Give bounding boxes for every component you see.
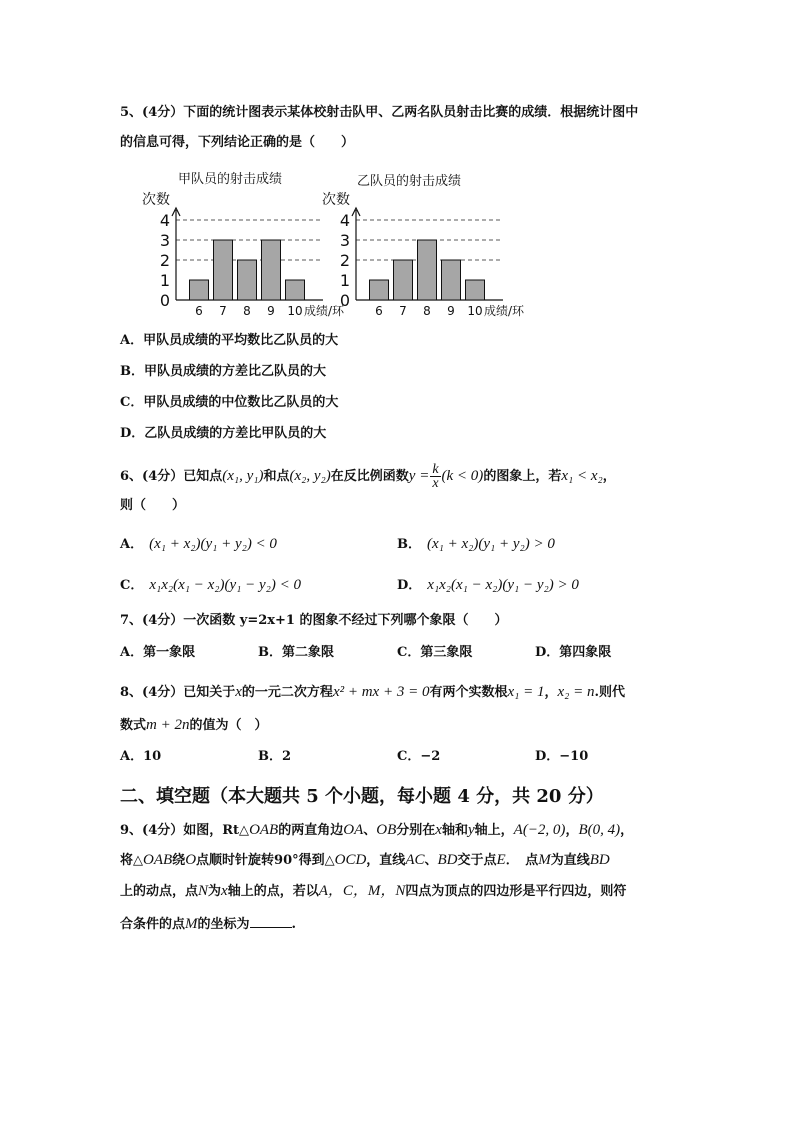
y-tick-label: 1 [159, 271, 170, 290]
x-tick-label: 8 [423, 304, 431, 318]
y-tick-label: 3 [339, 231, 350, 250]
y-tick-label: 3 [159, 231, 170, 250]
bar-6 [190, 280, 209, 300]
x-tick-label: 9 [447, 304, 455, 318]
q6-k-condition: (k < 0) [441, 468, 484, 484]
y-tick-label: 1 [339, 271, 350, 290]
q7-option-d: D．第四象限 [535, 645, 612, 660]
q5-stem-line2: 的信息可得，下列结论正确的是（ ） [120, 135, 355, 150]
q5-option-a: A．甲队员成绩的平均数比乙队员的大 [120, 333, 339, 348]
q8-root1: x₁ = 1 [507, 684, 545, 700]
y-tick-label: 0 [159, 291, 170, 310]
q9-line3: 上的动点，点N为x轴上的点，若以A，C，M，N四点为顶点的四边形是平行四边，则符 [120, 883, 627, 899]
y-tick-label: 4 [159, 211, 170, 230]
q6-inequality: x₁ < x₂ [561, 468, 603, 484]
q6-stem-line2: 则（ ） [120, 498, 186, 513]
q5-option-c: C．甲队员成绩的中位数比乙队员的大 [120, 395, 339, 410]
chart-yi [320, 185, 535, 320]
q7-option-a: A．第一象限 [120, 645, 196, 660]
chart-jia [140, 185, 345, 320]
q7-option-c: C．第三象限 [397, 645, 473, 660]
bar-6 [370, 280, 389, 300]
answer-blank[interactable] [250, 913, 292, 928]
bar-7 [394, 260, 413, 300]
x-tick-label: 7 [219, 304, 227, 318]
q6-option-a: A． (x₁ + x₂)(y₁ + y₂) < 0 [120, 536, 277, 552]
q9-line2: 将△OAB绕O点顺时针旋转90°得到△OCD，直线AC、BD交于点E． 点M为直线BD [120, 852, 610, 868]
section-heading-fill-in: 二、填空题（本大题共 5 个小题，每小题 4 分，共 20 分） [120, 786, 604, 807]
bar-10 [286, 280, 305, 300]
bar-10 [466, 280, 485, 300]
y-tick-label: 2 [159, 251, 170, 270]
q9-point-a: A(−2, 0) [513, 822, 566, 838]
x-axis-label: 成绩/环 [484, 304, 525, 318]
x-tick-label: 6 [195, 304, 203, 318]
x-axis-label: 成绩/环 [304, 304, 345, 318]
q8-option-d: D．−10 [535, 749, 589, 764]
y-axis-label: 次数 [322, 192, 350, 208]
q5-stem-line1: 5、(4分）下面的统计图表示某体校射击队甲、乙两名队员射击比赛的成绩．根据统计图中 [120, 105, 639, 120]
chart1-title: 甲队员的射击成绩 [178, 172, 283, 187]
bar-8 [238, 260, 257, 300]
q5-option-d: D．乙队员成绩的方差比甲队员的大 [120, 426, 327, 441]
q6-point2: (x₂, y₂) [289, 468, 331, 484]
q7-option-b: B．第二象限 [258, 645, 334, 660]
q6-function-lhs: y = [408, 468, 430, 484]
bar-8 [418, 240, 437, 300]
q8-root2: x₂ = n [557, 684, 595, 700]
q9-line1: 9、(4分）如图，Rt△OAB的两直角边OA、OB分别在x轴和y轴上，A(−2, 0)，B(0, 4)， [120, 822, 634, 838]
x-tick-label: 8 [243, 304, 251, 318]
bar-9 [262, 240, 281, 300]
q8-option-a: A．10 [120, 749, 162, 764]
q6-option-b: B． (x₁ + x₂)(y₁ + y₂) > 0 [397, 536, 555, 552]
x-tick-label: 10 [287, 304, 303, 318]
q6-option-c: C． x₁x₂(x₁ − x₂)(y₁ − y₂) < 0 [120, 577, 301, 593]
q8-stem-line1: 8、(4分）已知关于x的一元二次方程x² + mx + 3 = 0有两个实数根x₁ = 1，x₂ = n.则代 [120, 684, 626, 700]
q7-stem: 7、(4分）一次函数 y=2x+1 的图象不经过下列哪个象限（ ） [120, 613, 508, 628]
x-tick-label: 9 [267, 304, 275, 318]
y-tick-label: 4 [339, 211, 350, 230]
q8-option-c: C．−2 [397, 749, 441, 764]
bar-7 [214, 240, 233, 300]
q9-point-b: B(0, 4) [578, 822, 621, 838]
y-axis-label: 次数 [142, 192, 170, 208]
y-tick-label: 2 [339, 251, 350, 270]
q6-option-d: D． x₁x₂(x₁ − x₂)(y₁ − y₂) > 0 [397, 577, 579, 593]
y-tick-label: 0 [339, 291, 350, 310]
x-tick-label: 7 [399, 304, 407, 318]
bar-9 [442, 260, 461, 300]
q8-stem-line2: 数式m + 2n的值为（ ） [120, 717, 268, 733]
q5-option-b: B．甲队员成绩的方差比乙队员的大 [120, 364, 326, 379]
q8-equation: x² + mx + 3 = 0 [332, 684, 430, 700]
q8-expression: m + 2n [146, 717, 190, 733]
x-tick-label: 10 [467, 304, 483, 318]
q8-option-b: B．2 [258, 749, 292, 764]
x-tick-label: 6 [375, 304, 383, 318]
q6-stem-line1: 6、(4分）已知点(x₁, y₁)和点(x₂, y₂)在反比例函数y = $\frac{k}{x}$ (k < 0)的图象上，若x₁ < x₂， [120, 462, 616, 491]
chart2-title: 乙队员的射击成绩 [357, 174, 462, 189]
q6-point1: (x₁, y₁) [222, 468, 264, 484]
q9-line4: 合条件的点M的坐标为 . [120, 913, 296, 934]
q6-fraction: $\frac{k}{x}$ [432, 462, 439, 491]
